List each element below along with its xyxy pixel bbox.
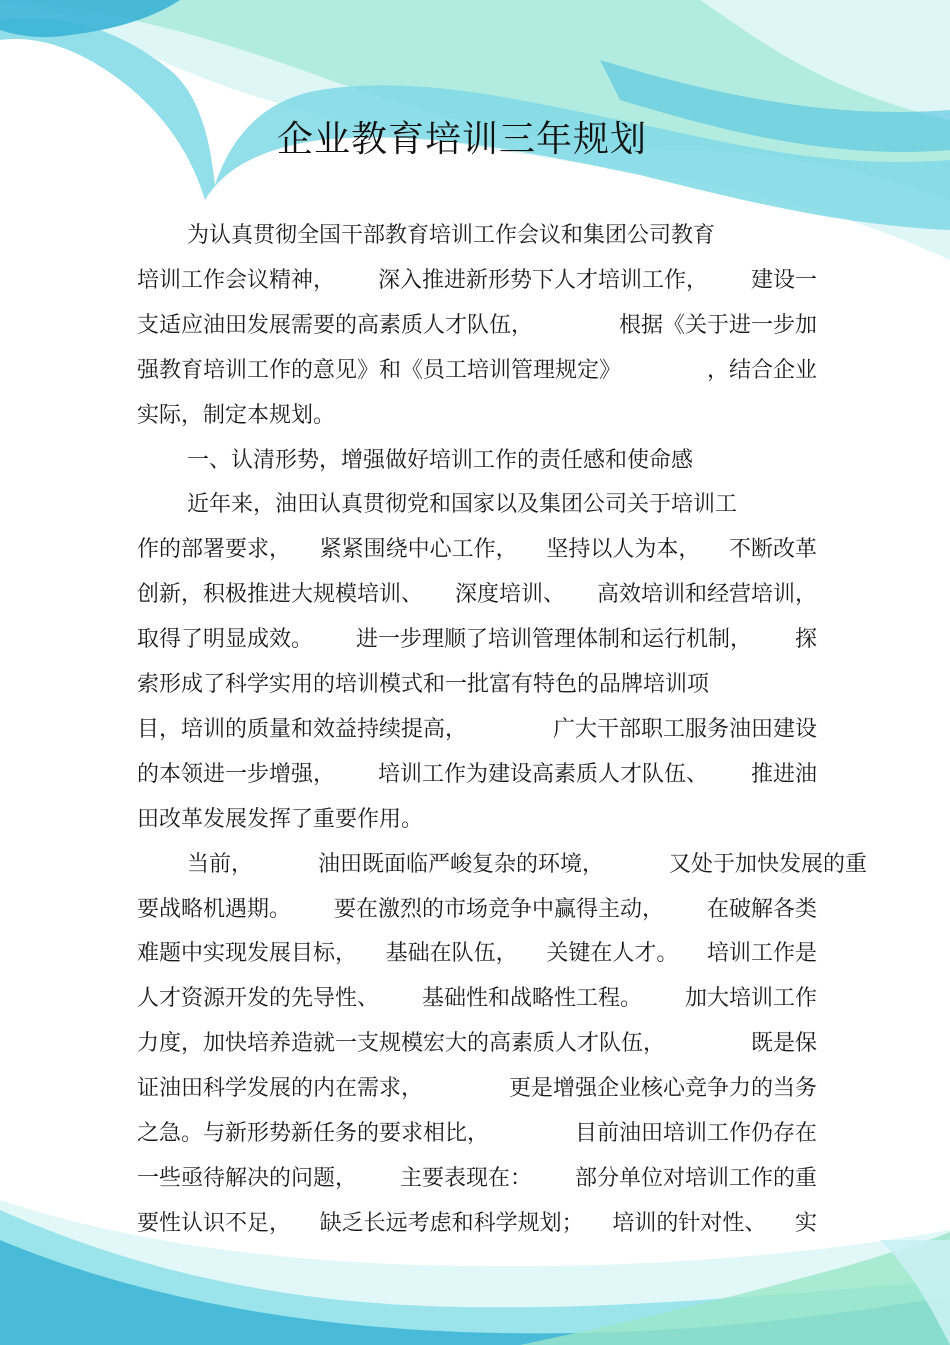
body-line-segment: 基础在队伍， (385, 941, 518, 967)
body-line-segment: 创新，积极推进大规模培训、 (137, 582, 424, 608)
body-line-segment: 一些亟待解决的问题， (137, 1165, 358, 1191)
body-line-segment: 加大培训工作 (684, 986, 817, 1012)
body-line-segment: 主要表现在： (399, 1165, 532, 1191)
body-line-segment: 根据《关于进一步加 (618, 312, 817, 338)
body-line (137, 580, 817, 610)
body-line-segment: 实际，制定本规划。 (137, 402, 336, 428)
body-line-segment: 深度培训、 (454, 582, 565, 608)
body-line (137, 1029, 817, 1059)
body-line (137, 715, 817, 745)
body-line-segment: 建设一 (750, 267, 817, 293)
body-line-segment: 进一步理顺了培训管理体制和运行机制， (355, 627, 752, 653)
body-line-segment: 要战略机遇期。 (137, 896, 292, 922)
body-line-segment: 的本领进一步增强， (137, 761, 336, 787)
body-line (187, 490, 867, 520)
body-line (137, 1119, 817, 1149)
body-line-segment: 培训的针对性、 (612, 1210, 767, 1236)
body-line-segment: 强教育培训工作的意见》和《员工培训管理规定》 (137, 357, 622, 383)
body-line-segment: 取得了明显成效。 (137, 627, 314, 653)
body-line (137, 356, 817, 386)
body-line-segment: 人才资源开发的先导性、 (137, 986, 380, 1012)
body-line (137, 670, 817, 700)
body-line-segment: 坚持以人为本， (546, 537, 701, 563)
body-line-segment: 关键在人才。 (546, 941, 679, 967)
body-line (137, 1209, 817, 1239)
body-line-segment: 培训工作会议精神， (137, 267, 336, 293)
body-line (137, 535, 817, 565)
document-title: 企业教育培训三年规划 (276, 119, 647, 160)
body-line (187, 221, 867, 251)
body-line-segment: 之急。与新形势新任务的要求相比， (137, 1121, 490, 1146)
body-line-segment: 支适应油田发展需要的高素质人才队伍， (137, 312, 534, 338)
body-line-segment: 索形成了科学实用的培训模式和一批富有特色的品牌培训项 (137, 672, 710, 697)
body-line-segment: 油田既面临严峻复杂的环境， (317, 851, 604, 877)
body-line-segment: 缺乏长远考虑和科学规划； (319, 1210, 584, 1236)
body-line (137, 984, 817, 1014)
body-line-segment: 力度，加快培养造就一支规模宏大的高素质人才队伍， (137, 1031, 666, 1057)
body-line (187, 850, 867, 880)
body-line-segment: 在破解各类 (706, 896, 817, 922)
body-line (137, 311, 817, 341)
body-line-segment: ，结合企业 (706, 357, 817, 383)
body-line-segment: 目，培训的质量和效益持续提高， (137, 716, 468, 742)
body-line-segment: 高效培训和经营培训， (596, 582, 817, 608)
body-line (137, 1074, 817, 1104)
body-line-segment: 更是增强企业核心竞争力的当务 (508, 1076, 817, 1102)
body-line-segment: 不断改革 (728, 537, 817, 563)
body-line-segment: 探 (794, 627, 817, 653)
body-line-segment: 部分单位对培训工作的重 (574, 1165, 817, 1191)
body-line-segment: 推进油 (750, 761, 817, 787)
body-line-segment: 培训工作是 (706, 941, 817, 967)
body-line-segment: 要在激烈的市场竞争中赢得主动， (333, 896, 664, 922)
body-line-segment: 为认真贯彻全国干部教育培训工作会议和集团公司教育 (187, 223, 716, 248)
body-line-segment: 近年来，油田认真贯彻党和国家以及集团公司关于培训工 (187, 492, 738, 518)
body-line-segment: 既是保 (750, 1031, 817, 1057)
body-line (137, 805, 817, 835)
body-line (137, 939, 817, 969)
body-line-segment: 广大干部职工服务油田建设 (552, 716, 817, 742)
body-line-segment: 一、认清形势，增强做好培训工作的责任感和使命感 (187, 447, 694, 473)
body-line (137, 266, 817, 296)
body-line (137, 1164, 817, 1194)
body-line-segment: 当前， (187, 851, 254, 877)
body-line-segment: 紧紧围绕中心工作， (319, 537, 518, 563)
body-line (137, 760, 817, 790)
body-line-segment: 要性认识不足， (137, 1210, 292, 1236)
body-line (137, 895, 817, 925)
body-line-segment: 难题中实现发展目标， (137, 941, 358, 967)
body-line-segment: 作的部署要求， (137, 537, 292, 563)
body-line-segment: 实 (794, 1210, 817, 1236)
body-line-segment: 深入推进新形势下人才培训工作， (377, 267, 708, 293)
body-line (187, 446, 867, 476)
body-line (137, 625, 817, 655)
body-line-segment: 培训工作为建设高素质人才队伍、 (377, 761, 708, 787)
body-line-segment: 基础性和战略性工程。 (421, 986, 642, 1012)
body-line-segment: 田改革发展发挥了重要作用。 (137, 806, 424, 832)
body-line-segment: 目前油田培训工作仍存在 (574, 1121, 817, 1146)
body-line-segment: 证油田科学发展的内在需求， (137, 1076, 424, 1102)
body-line-segment: 又处于加快发展的重 (668, 851, 867, 877)
body-line (137, 401, 817, 431)
